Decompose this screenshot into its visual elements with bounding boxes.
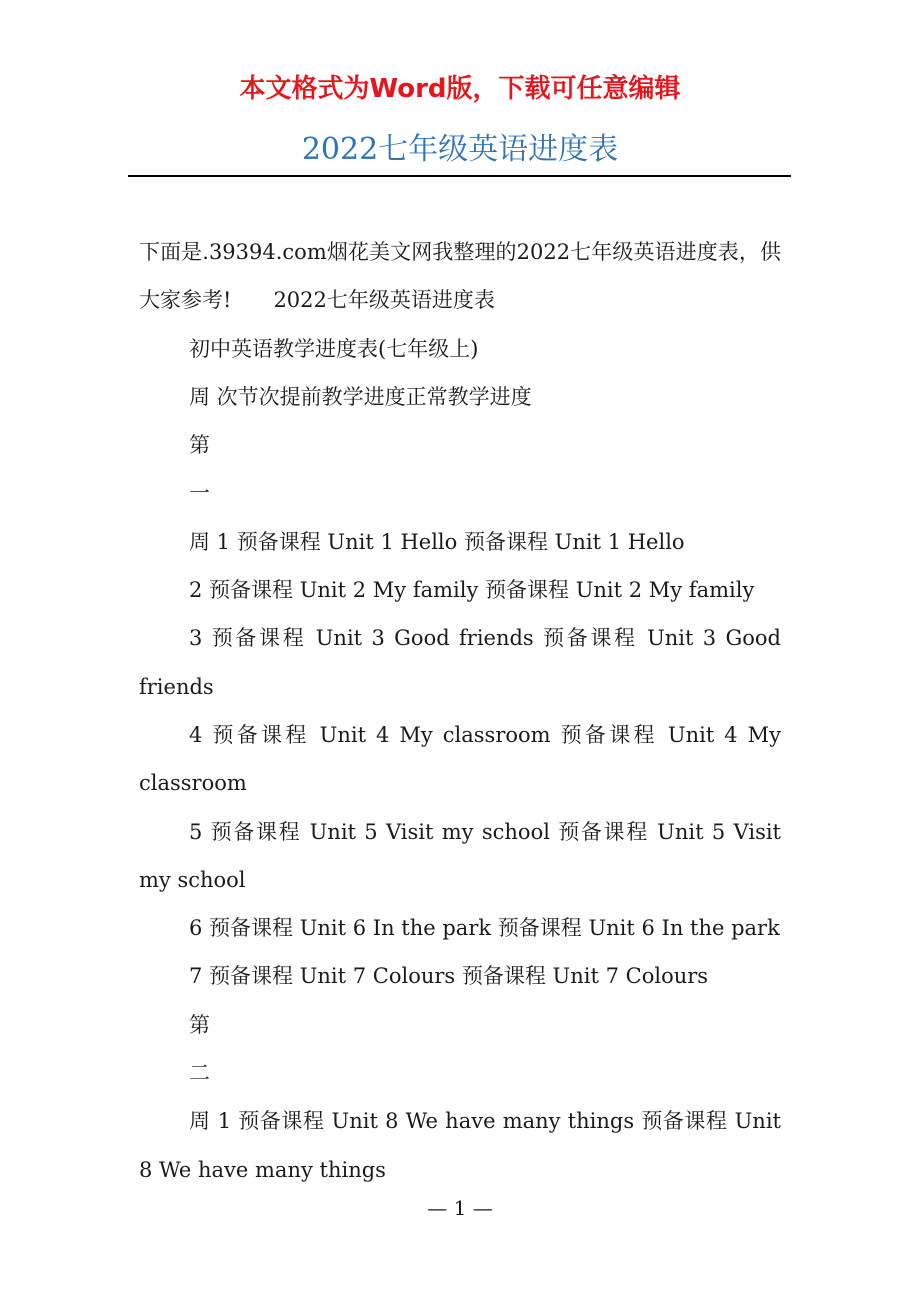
body-paragraph: 5 预备课程 Unit 5 Visit my school 预备课程 Unit 5 Visit my school bbox=[139, 819, 781, 892]
format-notice-banner: 本文格式为Word版，下载可任意编辑 bbox=[239, 74, 681, 104]
body-paragraph: 周 1 预备课程 Unit 1 Hello 预备课程 Unit 1 Hello bbox=[189, 529, 685, 554]
body-paragraph: 第 bbox=[189, 1012, 210, 1037]
body-paragraph: 4 预备课程 Unit 4 My classroom 预备课程 Unit 4 My classroom bbox=[139, 722, 781, 796]
title-divider bbox=[128, 175, 791, 177]
body-paragraph: 周 次节次提前教学进度正常教学进度 bbox=[189, 384, 532, 409]
body-paragraph: 初中英语教学进度表(七年级上) bbox=[189, 336, 479, 361]
page-number: — 1 — bbox=[427, 1196, 493, 1220]
body-paragraph: 6 预备课程 Unit 6 In the park 预备课程 Unit 6 In the park bbox=[189, 916, 780, 941]
body-paragraph: 第 bbox=[189, 433, 210, 458]
body-paragraph: 周 1 预备课程 Unit 8 We have many things 预备课程 Unit 8 We have many things bbox=[139, 1109, 781, 1182]
body-paragraph: 二 bbox=[189, 1061, 210, 1086]
body-paragraph: 一 bbox=[189, 481, 210, 506]
body-paragraph: 下面是.39394.com烟花美文网我整理的2022七年级英语进度表，供大家参考! 2022七年级英语进度表 bbox=[139, 240, 781, 313]
document-body bbox=[139, 228, 781, 1194]
body-paragraph: 2 预备课程 Unit 2 My family 预备课程 Unit 2 My family bbox=[189, 578, 755, 603]
body-paragraph: 3 预备课程 Unit 3 Good friends 预备课程 Unit 3 Good friends bbox=[139, 626, 781, 699]
document-title: 2022七年级英语进度表 bbox=[301, 132, 619, 167]
body-paragraph: 7 预备课程 Unit 7 Colours 预备课程 Unit 7 Colours bbox=[189, 964, 709, 989]
